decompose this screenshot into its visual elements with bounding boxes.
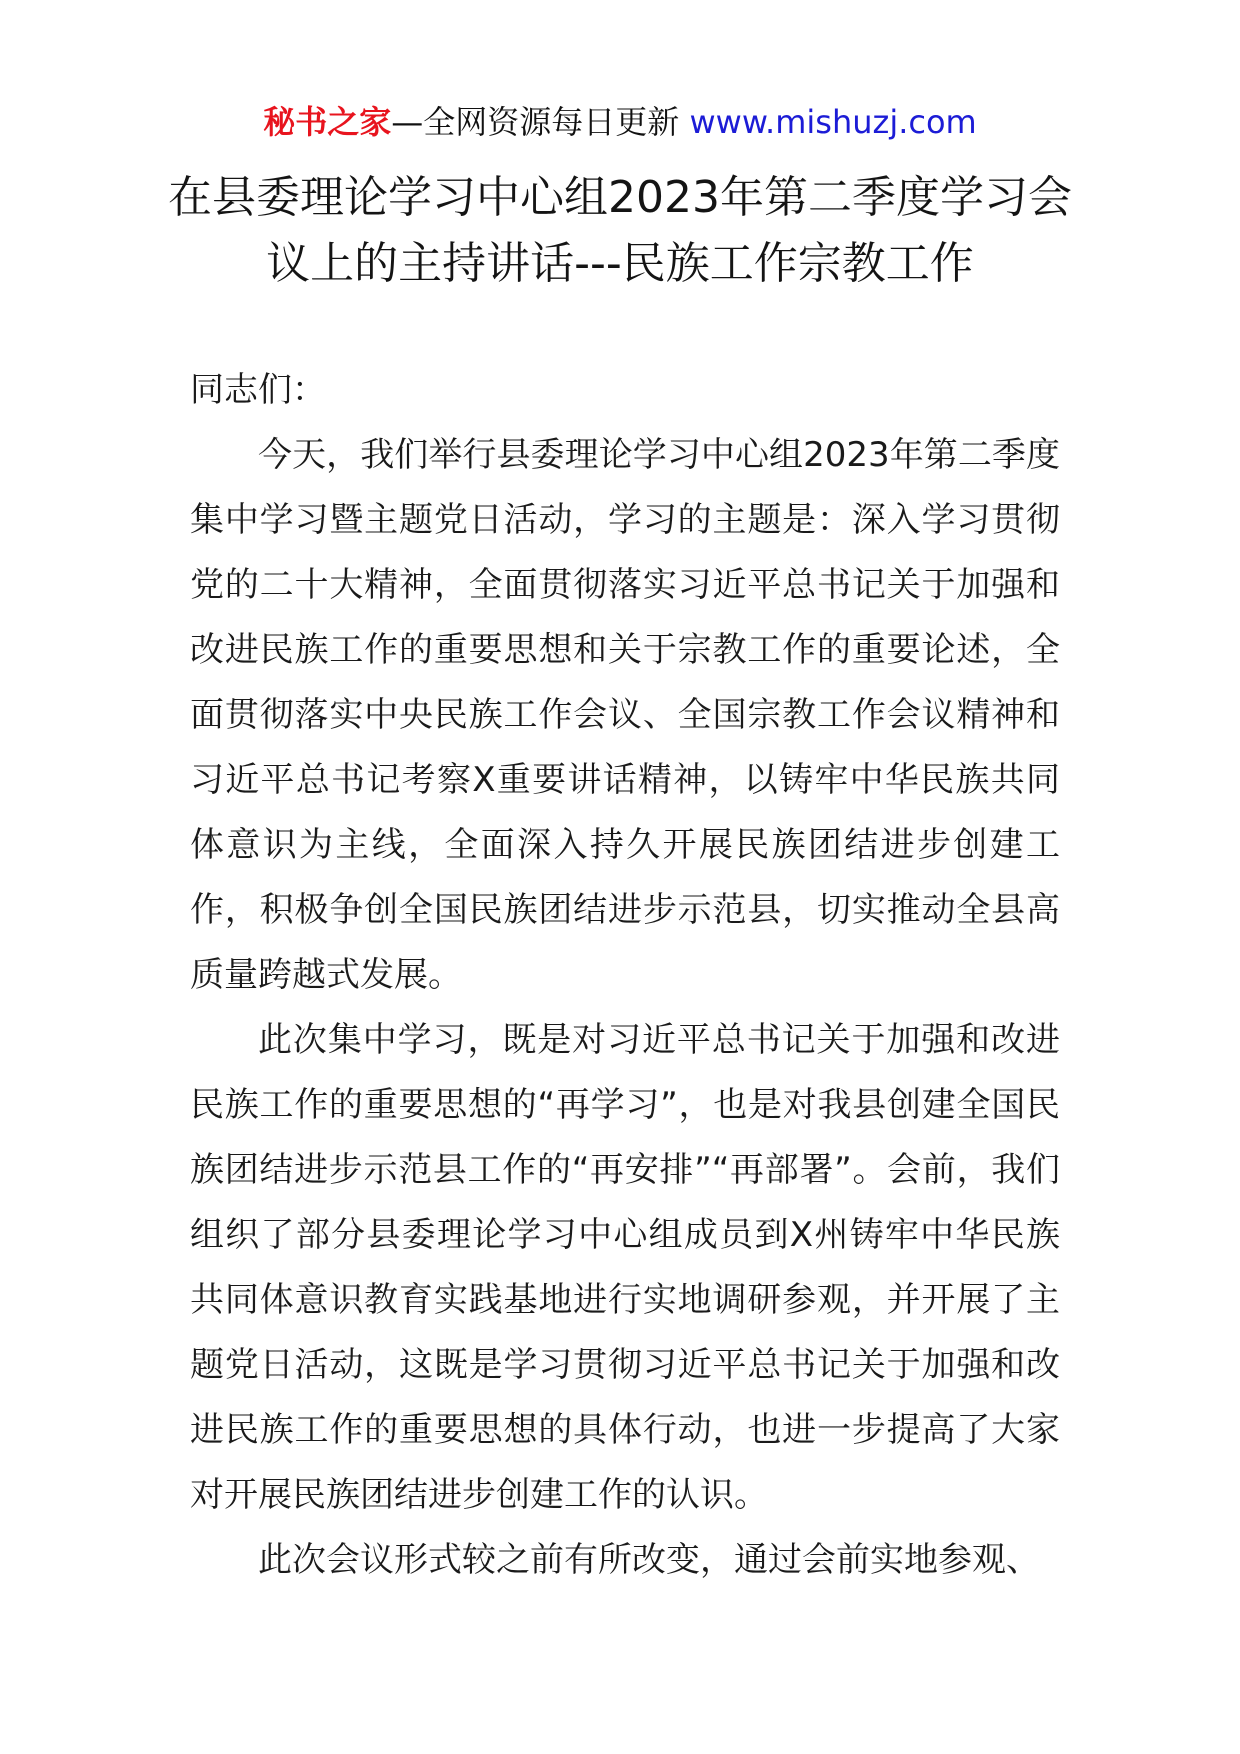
body-paragraph: 今天，我们举行县委理论学习中心组2023年第二季度集中学习暨主题党日活动，学习的主题是：深入学习贯彻党的二十大精神，全面贯彻落实习近平总书记关于加强和改进民族工作的重要思想和关于宗教工作的重要论述，全面贯彻落实中央民族工作会议、全国宗教工作会议精神和习近平总书记考察X重要讲话精神，以铸牢中华民族共同体意识为主线，全面深入持久开展民族团结进步创建工作，积极争创全国民族团结进步示范县，切实推动全县高质量跨越式发展。 [190, 435, 1060, 995]
site-url-link[interactable]: www.mishuzj.com [689, 103, 977, 141]
document-body [190, 358, 1060, 1593]
body-paragraph: 此次会议形式较之前有所改变，通过会前实地参观、 [258, 1540, 1040, 1580]
site-brand: 秘书之家 [263, 103, 392, 141]
site-tagline: —全网资源每日更新 [391, 103, 680, 141]
salutation: 同志们： [190, 370, 326, 410]
document-title: 在县委理论学习中心组2023年第二季度学习会议上的主持讲话---民族工作宗教工作 [168, 172, 1072, 289]
site-banner [0, 100, 1240, 144]
body-paragraph: 此次集中学习，既是对习近平总书记关于加强和改进民族工作的重要思想的“再学习”，也是对我县创建全国民族团结进步示范县工作的“再安排”“再部署”。会前，我们组织了部分县委理论学习中心组成员到X州铸牢中华民族共同体意识教育实践基地进行实地调研参观，并开展了主题党日活动，这既是学习贯彻习近平总书记关于加强和改进民族工作的重要思想的具体行动，也进一步提高了大家对开展民族团结进步创建工作的认识。 [190, 1020, 1060, 1515]
